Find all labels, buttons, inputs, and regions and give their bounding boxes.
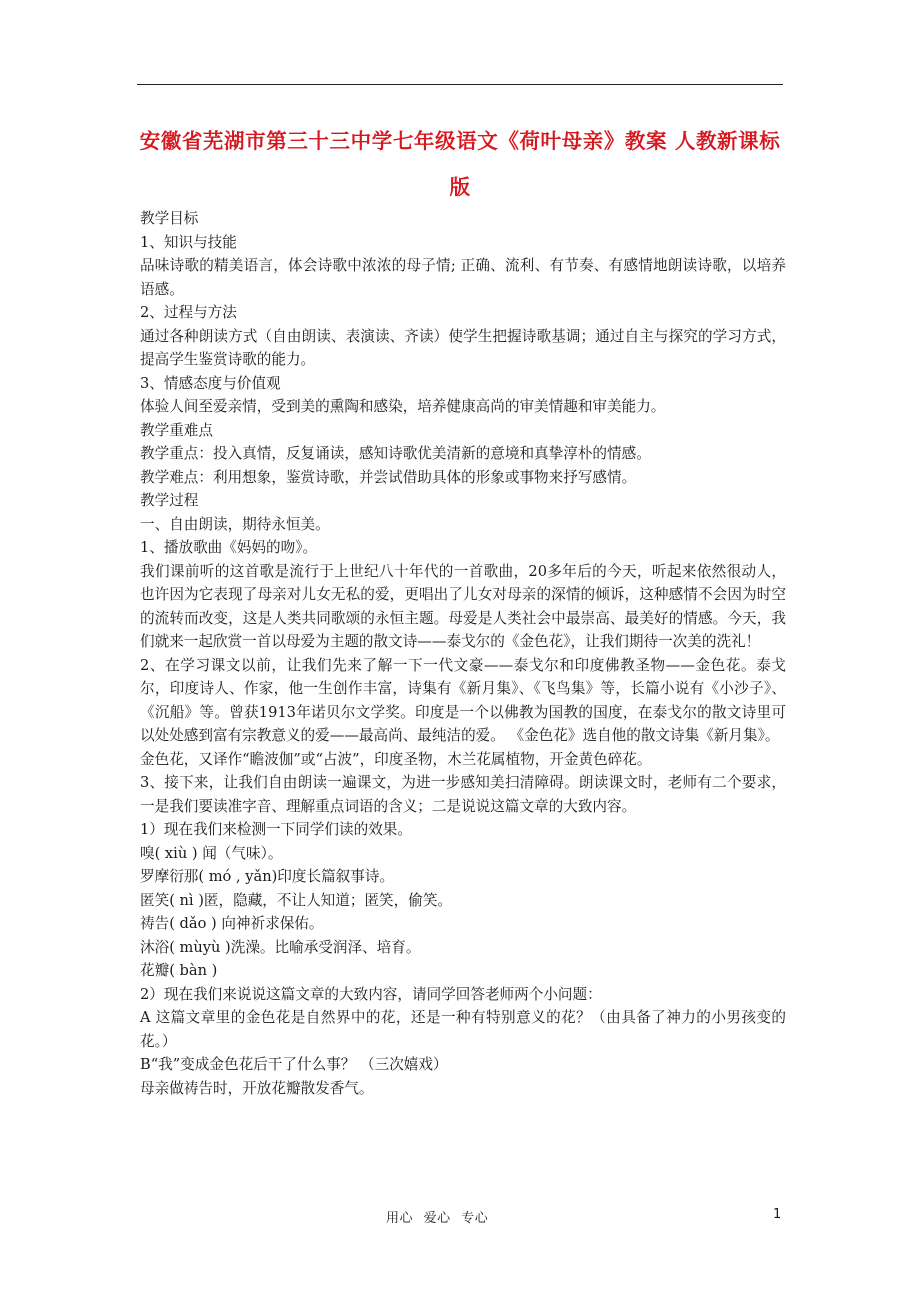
paragraph: 祷告( dǎo ) 向神祈求保佑。	[140, 915, 324, 932]
document-body	[140, 207, 786, 1100]
paragraph: 罗摩衍那( mó , yǎn)印度长篇叙事诗。	[140, 868, 395, 885]
paragraph: 1、知识与技能	[140, 233, 237, 251]
footer-slogan: 用心 爱心 专心	[386, 1211, 489, 1226]
header-rule	[137, 84, 783, 85]
paragraph: 2）现在我们来说说这篇文章的大致内容，请同学回答老师两个小问题：	[140, 985, 602, 1003]
paragraph: 2、在学习课文以前，让我们先来了解一下一代文豪——泰戈尔和印度佛教圣物——金色花。泰戈尔，印度诗人、作家，他一生创作丰富，诗集有《新月集》、《飞鸟集》等，长篇小说有《小沙子》、《沉船》等。曾获1913年诺贝尔文学奖。印度是一个以佛教为国教的国度，在泰戈尔的散文诗里可以处处感到富有宗教意义的爱——最高尚、最纯洁的爱。 《金色花》选自他的散文诗集《新月集》。	[140, 656, 786, 744]
paragraph: 我们课前听的这首歌是流行于上世纪八十年代的一首歌曲，20多年后的今天，听起来依然很动人，也许因为它表现了母亲对儿女无私的爱，更唱出了儿女对母亲的深情的倾诉，这种感情不会因为时空的流转而改变，这是人类共同歌颂的永恒主题。母爱是人类社会中最崇高、最美好的情感。今天，我们就来一起欣赏一首以母爱为主题的散文诗——泰戈尔的《金色花》，让我们期待一次美的洗礼！	[140, 562, 786, 650]
paragraph: 匿笑( nì )匿，隐藏，不让人知道；匿笑，偷笑。	[140, 891, 453, 909]
page-footer	[0, 1207, 920, 1227]
paragraph: 3、接下来，让我们自由朗读一遍课文，为进一步感知美扫清障碍。朗读课文时，老师有二个要求，一是我们要读准字音、理解重点词语的含义；二是说说这篇文章的大致内容。	[140, 774, 786, 815]
paragraph: 品味诗歌的精美语言，体会诗歌中浓浓的母子情; 正确、流利、有节奏、有感情地朗读诗歌，以培养语感。	[140, 257, 786, 298]
paragraph: B“我”变成金色花后干了什么事？ （三次嬉戏）	[140, 1056, 448, 1073]
paragraph: 嗅( xiù ) 闻（气味）。	[140, 844, 283, 862]
paragraph: 教学目标	[140, 210, 199, 227]
paragraph: 沐浴( mùyù )洗澡。比喻承受润泽、培育。	[140, 938, 421, 956]
paragraph: 金色花，又译作“瞻波伽”或“占波”，印度圣物，木兰花属植物，开金黄色碎花。	[140, 750, 652, 768]
paragraph: 3、情感态度与价值观	[140, 374, 281, 392]
paragraph: 通过各种朗读方式（自由朗读、表演读、齐读）使学生把握诗歌基调；通过自主与探究的学习方式，提高学生鉴赏诗歌的能力。	[140, 327, 786, 368]
paragraph: 母亲做祷告时，开放花瓣散发香气。	[140, 1079, 374, 1097]
paragraph: 1）现在我们来检测一下同学们读的效果。	[140, 821, 412, 838]
paragraph: 体验人间至爱亲情，受到美的熏陶和感染，培养健康高尚的审美情趣和审美能力。	[140, 398, 666, 415]
paragraph: 教学重难点	[140, 421, 213, 439]
document-title: 安徽省芜湖市第三十三中学七年级语文《荷叶母亲》教案 人教新课标版	[139, 129, 781, 199]
page-number: 1	[773, 1207, 782, 1222]
paragraph: 教学重点：投入真情，反复诵读，感知诗歌优美清新的意境和真挚淳朴的情感。	[140, 445, 651, 462]
paragraph: 教学难点：利用想象，鉴赏诗歌，并尝试借助具体的形象或事物来抒写感情。	[140, 468, 637, 486]
paragraph: 一、自由朗读，期待永恒美。	[140, 515, 330, 533]
paragraph: 花瓣( bàn )	[140, 962, 218, 979]
paragraph: A 这篇文章里的金色花是自然界中的花，还是一种有特别意义的花？（由具备了神力的小男孩变的花。）	[140, 1009, 786, 1050]
paragraph: 教学过程	[140, 492, 199, 509]
paragraph: 1、播放歌曲《妈妈的吻》。	[140, 539, 318, 556]
paragraph: 2、过程与方法	[140, 304, 237, 321]
